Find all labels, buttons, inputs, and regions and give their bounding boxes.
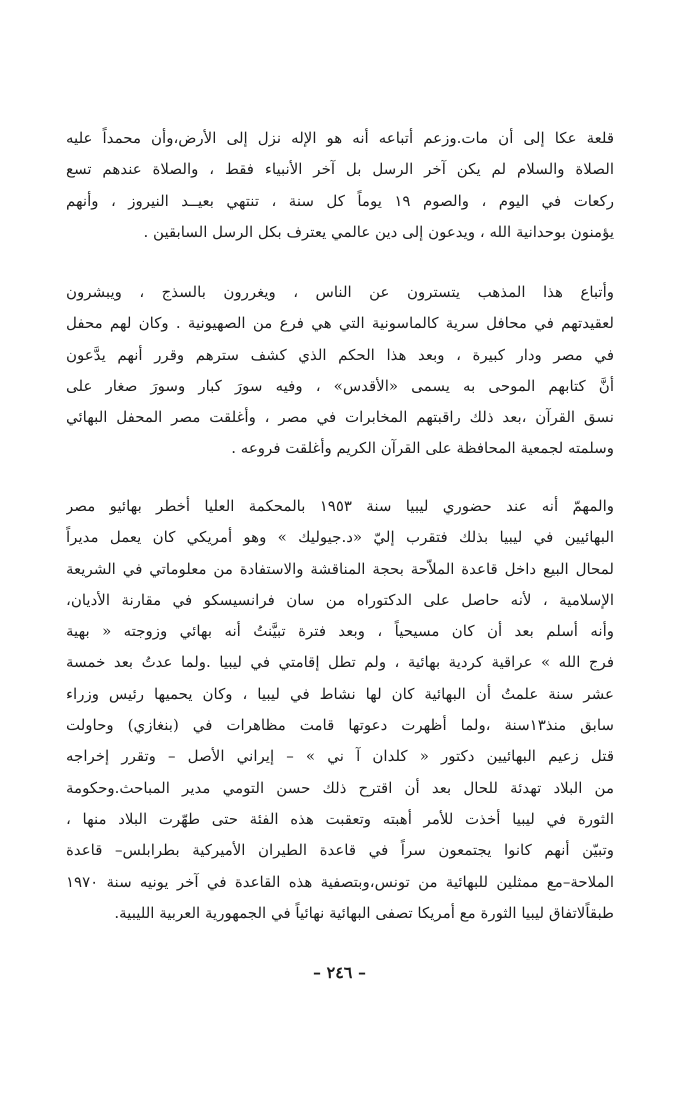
paragraph-3 [66, 491, 614, 929]
text-line: فرج الله » عراقية كردية بهائية ، ولم تطل إقامتي في ليبيا .ولما عدتُ بعد خمسة [66, 653, 614, 672]
text-line: قتل زعيم البهائيين دكتور « كلدان آ ني » – إيراني الأصل – وتقرر إخراجه [66, 747, 614, 766]
text-line: والمهمّ أنه عند حضوري ليبيا سنة ١٩٥٣ بالمحكمة العليا أخطر بهائيو مصر [66, 497, 614, 515]
text-line: وأنه أسلم بعد أن كان مسيحياً ، وبعد فترة تبيَّنتُ أنه بهائي وزوجته « بهية [66, 622, 614, 641]
text-line: وتبيّن أنهم كانوا يجتمعون سراً في قاعدة الطيران الأميركية بطرابلس– قاعدة [66, 841, 614, 860]
text-line: نسق القرآن ،بعد ذلك راقبتهم المخابرات في مصر ، وأغلقت مصر المحفل البهائي [66, 408, 614, 427]
paragraph-2 [66, 277, 614, 465]
text-line: الصلاة والسلام لم يكن آخر الرسل بل آخر الأنبياء فقط ، والصلاة عندهم تسع [66, 160, 614, 179]
page-number: – ٢٤٦ – [313, 963, 366, 982]
text-line: قلعة عكا إلى أن مات.وزعم أتباعه أنه هو الإله نزل إلى الأرض،وأن محمداً عليه [66, 129, 614, 147]
text-line: أنَّ كتابهم الموحى به يسمى «الأقدس» ، وفيه سورَ كبار وسورَ صغار على [66, 376, 614, 395]
text-line: عشر سنة علمتُ أن البهائية كان لها نشاط في ليبيا ، وكان يحميها رئيس وزراء [66, 684, 614, 703]
text-line: البهائيين في ليبيا بذلك فتقرب إليّ «د.جيوليك » وهو أمريكي كان يعمل مديراً [66, 528, 614, 547]
text-line: ركعات في اليوم ، والصوم ١٩ يوماً كل سنة ، تنتهي بعيــد النيروز ، وأنهم [66, 191, 614, 210]
paragraph-1 [66, 123, 614, 248]
text-line: لعقيدتهم في محافل سرية كالماسونية التي هي فرع من الصهيونية . وكان لهم محفل [66, 314, 614, 333]
text-line: سابق منذ١٣سنة ،ولما أظهرت دعوتها قامت مظاهرات في (بنغازي) وحاولت [66, 716, 614, 735]
text-line: الإسلامية ، لأنه حاصل على الدكتوراه من سان فرانسيسكو في مقارنة الأديان، [66, 590, 614, 609]
text-line: في مصر ودار كبيرة ، وبعد هذا الحكم الذي كشف سترهم وقرر أنهم يدَّعون [66, 345, 614, 364]
text-line: الملاحة–مع ممثلين للبهائية من تونس،وبتصفية هذه القاعدة في آخر يونيه سنة ١٩٧٠ [66, 872, 614, 891]
text-line: الثورة في ليبيا أخذت للأمر أهبته وتعقبت هذه الفئة حتى طهّرت البلاد منها ، [66, 809, 614, 828]
text-line: وأتباع هذا المذهب يتسترون عن الناس ، ويغررون بالسذج ، ويبشرون [66, 283, 614, 301]
text-line: لمحال البيع داخل قاعدة الملاّحة بحجة المناقشة والاستفادة من معلوماتي في الشريعة [66, 559, 614, 578]
text-line: يؤمنون بوحدانية الله ، ويدعون إلى دين عالمي يعترف بكل الرسل السابقين . [143, 222, 614, 241]
text-line: وسلمته لجمعية المحافظة على القرآن الكريم وأغلقت فروعه . [231, 439, 614, 458]
text-line: من البلاد تهدئة للحال بعد أن اقترح ذلك حسن التومي مدير المباحث.وحكومة [66, 778, 614, 797]
text-line: طبقاًلاتفاق ليبيا الثورة مع أمريكا تصفى البهائية نهائياً في الجمهورية العربية الليبية. [114, 903, 614, 922]
